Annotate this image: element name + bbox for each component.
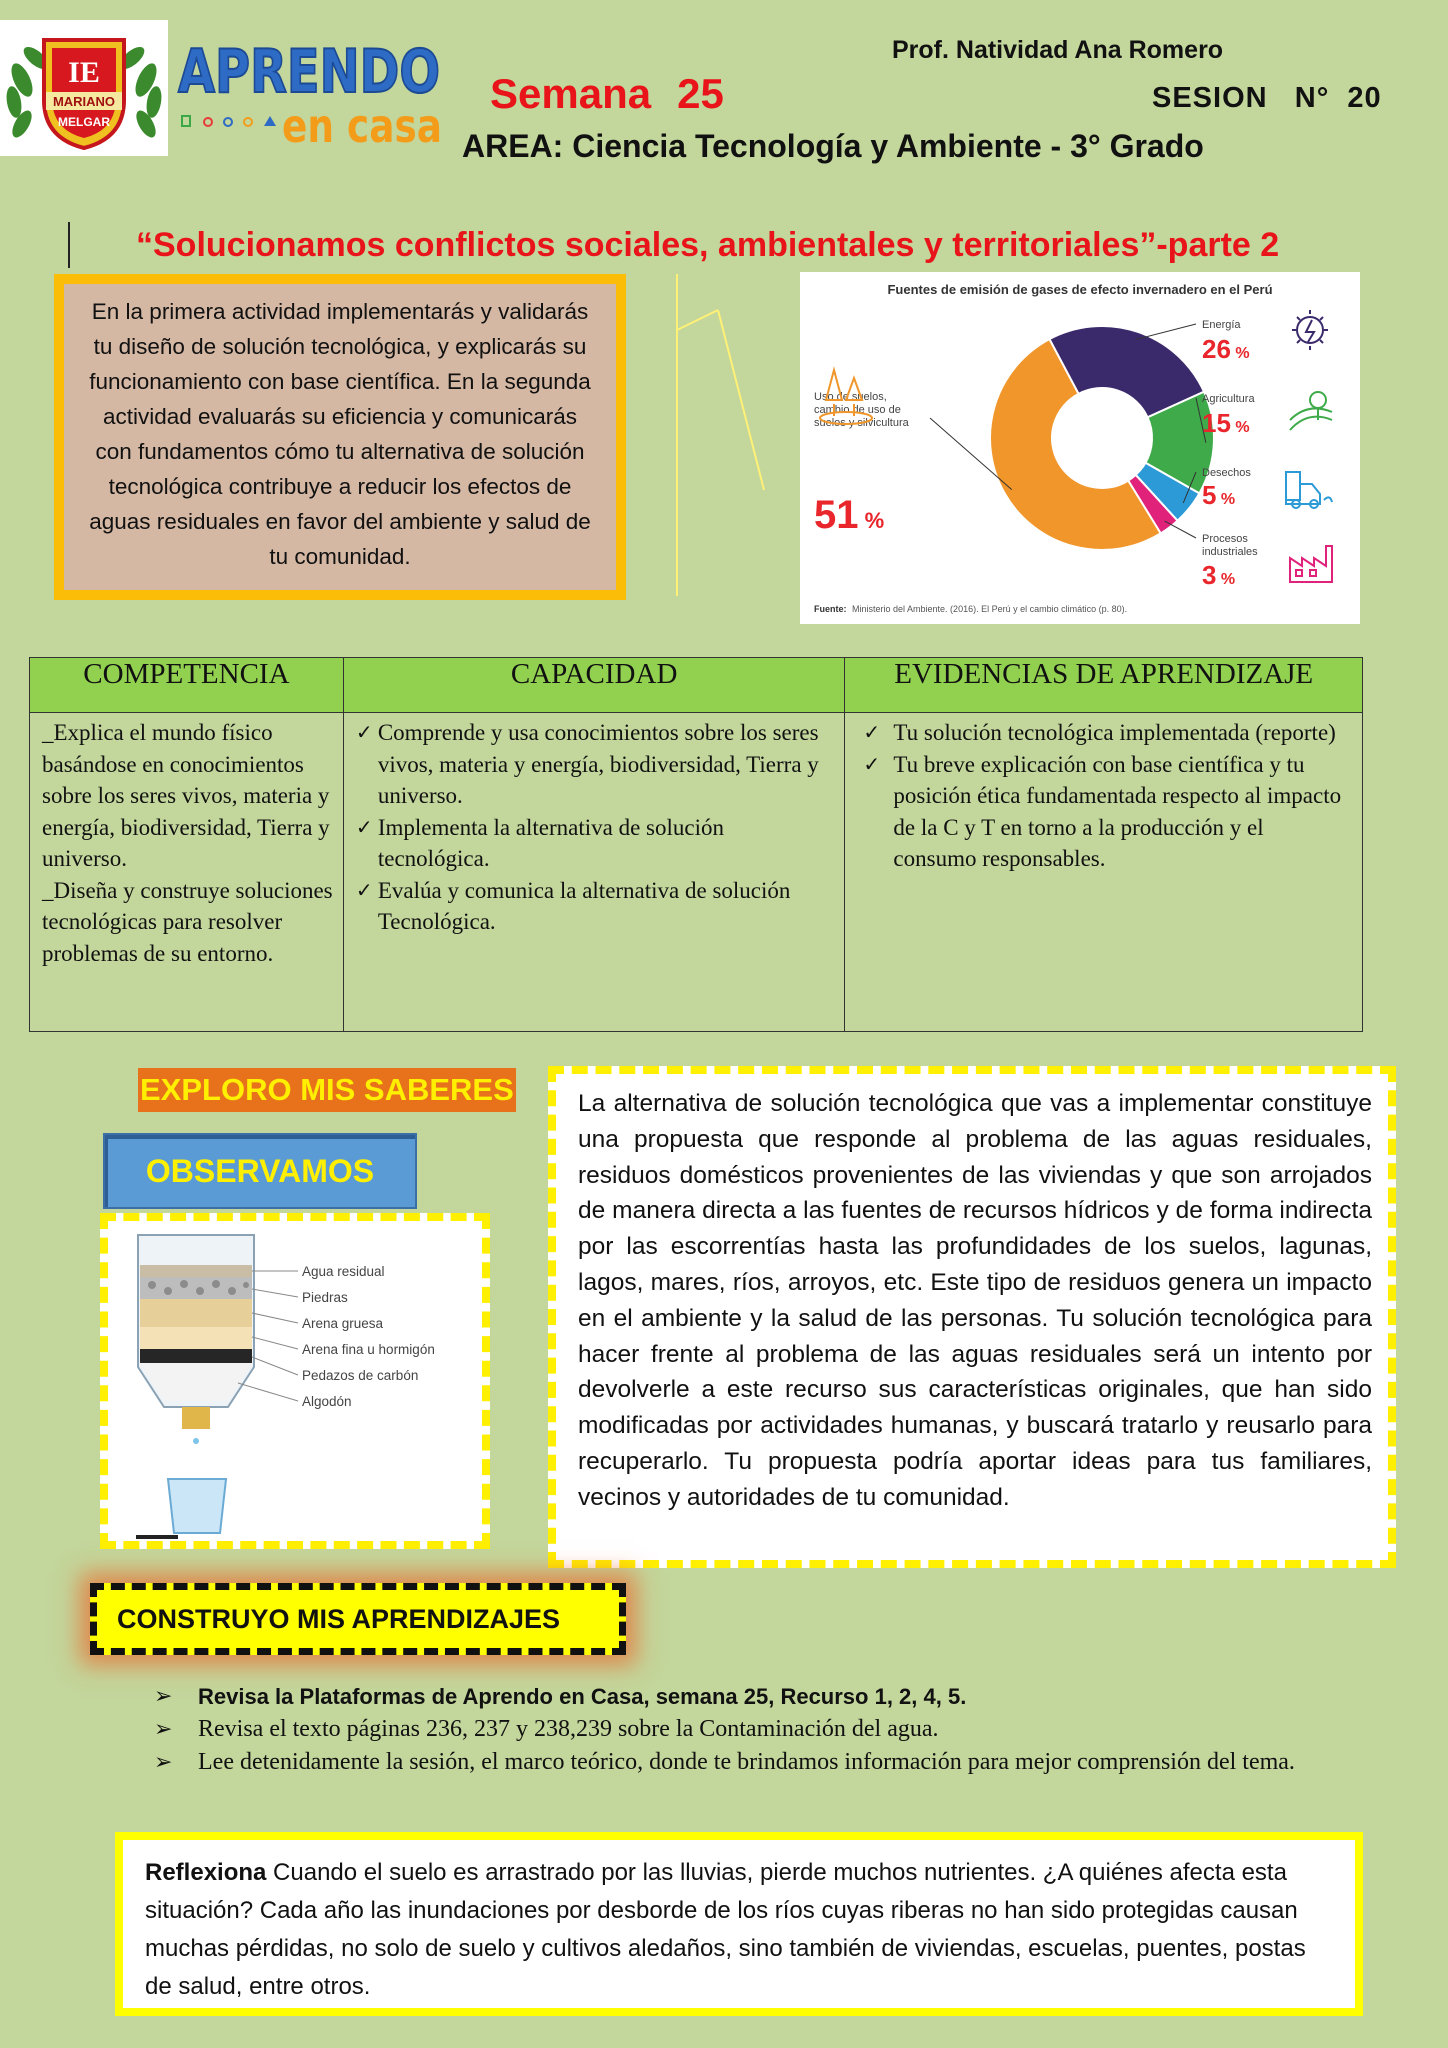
agriculture-icon xyxy=(1290,392,1332,430)
list-item: ➢ Revisa el texto páginas 236, 237 y 238,239 sobre la Contaminación del agua. xyxy=(154,1713,1334,1746)
evidencia-item: ✓ Tu breve explicación con base científica y tu posición ética fundamentada respecto al impacto de la C y T en torno a la producción y el consumo responsables. xyxy=(857,749,1352,875)
factory-icon xyxy=(1290,546,1332,582)
intro-box: En la primera actividad implementarás y validarás tu diseño de solución tecnológica, y explicarás su funcionamiento con base científica. En la segunda actividad evaluarás su eficiencia y comunicarás con fundamentos cómo tu alternativa de solución tecnológica contribuye a reducir los efectos de aguas residuales en favor del ambiente y salud de tu comunidad. xyxy=(54,274,626,600)
header-evidencias: EVIDENCIAS DE APRENDIZAJE xyxy=(845,658,1363,713)
chart-leader-line xyxy=(1165,521,1196,538)
chart-value-label: 26 % xyxy=(1202,334,1250,364)
chart-value-label: 5 % xyxy=(1202,480,1236,510)
chart-category-label: cambio de uso de xyxy=(814,404,901,416)
chart-category-label: Desechos xyxy=(1202,467,1251,479)
session-number: SESION N° 20 xyxy=(1152,82,1382,114)
filter-layer-label: Agua residual xyxy=(302,1264,385,1279)
filter-layer-label: Algodón xyxy=(302,1394,352,1409)
session-title: “Solucionamos conflictos sociales, ambientales y territoriales”-parte 2 xyxy=(136,226,1280,264)
aprendo-en-casa-logo xyxy=(176,30,446,153)
school-logo-letters: IE xyxy=(68,56,100,89)
chart-source: Fuente: Ministerio del Ambiente. (2016). El Perú y el cambio climático (p. 80). xyxy=(814,604,1128,614)
capacidad-item: ✓ Comprende y usa conocimientos sobre los seres vivos, materia y energía, biodiversidad, Tierra y universo. xyxy=(356,717,835,812)
evidencia-item: ✓ Tu solución tecnológica implementada (reporte) xyxy=(857,717,1352,749)
construyo-heading: CONSTRUYO MIS APRENDIZAJES xyxy=(90,1583,626,1655)
explore-heading: EXPLORO MIS SABERES xyxy=(138,1068,516,1112)
filter-layer-label: Pedazos de carbón xyxy=(302,1368,419,1383)
area-grade: AREA: Ciencia Tecnología y Ambiente - 3° Grado xyxy=(462,128,1204,164)
steps-list xyxy=(154,1680,1334,1779)
competency-table xyxy=(29,657,1363,1032)
waste-icon xyxy=(1286,472,1332,508)
chart-category-label: industriales xyxy=(1202,546,1258,558)
decorative-lines xyxy=(660,270,780,600)
chart-category-label: Uso de suelos, xyxy=(814,391,887,403)
reflexiona-text: Cuando el suelo es arrastrado por las lluvias, pierde muchos nutrientes. ¿A quiénes afecta esta situación? Cada año las inundaciones por desborde de los ríos cuyas riberas no han sido protegidas causan muchas pérdidas, no solo de suelo y cultivos aledaños, sino también de viviendas, escuelas, puentes, postas de salud, entre otros. xyxy=(145,1859,1306,2000)
reflexiona-label: Reflexiona xyxy=(145,1859,267,1886)
filter-layer-label: Arena gruesa xyxy=(302,1316,384,1331)
capacidad-item: ✓ Evalúa y comunica la alternativa de solución Tecnológica. xyxy=(356,875,835,938)
chart-title: Fuentes de emisión de gases de efecto invernadero en el Perú xyxy=(887,282,1273,297)
emissions-chart xyxy=(800,272,1360,624)
chart-value-label: 15 % xyxy=(1202,408,1250,438)
chart-category-label: suelos y silvicultura xyxy=(814,417,909,429)
teacher-name: Prof. Natividad Ana Romero xyxy=(892,36,1224,64)
header-competencia: COMPETENCIA xyxy=(30,658,344,713)
chart-leader-line xyxy=(1136,324,1196,340)
chart-value-label: 51 % xyxy=(814,493,885,537)
energy-icon xyxy=(1292,310,1328,350)
week-label: Semana 25 xyxy=(490,70,724,117)
chart-category-label: Procesos xyxy=(1202,533,1248,545)
chart-category-label: Agricultura xyxy=(1202,393,1255,405)
svg-text:en casa: en casa xyxy=(282,99,442,153)
wastewater-paragraph: La alternativa de solución tecnológica que vas a implementar constituye una propuesta que responde al problema de las aguas residuales, residuos domésticos provenientes de las viviendas y que son arrojados de manera directa a las fuentes de recursos hídricos y de forma indirecta por las escorrentías hasta las profundidades de los suelos, lagunas, lagos, mares, ríos, arroyos, etc. Este tipo de residuos genera un impacto en el ambiente y la salud de las personas. Tu solución tecnológica para hacer frente al problema de las aguas residuales será un intento por devolverle a este recurso sus características originales, que han sido modificadas por actividades humanas, y buscará tratarlo y reusarlo para recuperarlo. Tu propuesta podría aportar ideas para tus familiares, vecinos y autoridades de tu comunidad. xyxy=(548,1066,1396,1568)
observe-banner: OBSERVAMOS xyxy=(103,1133,417,1209)
capacidad-item: ✓ Implementa la alternativa de solución tecnológica. xyxy=(356,812,835,875)
filter-layer-label: Arena fina u hormigón xyxy=(302,1342,435,1357)
list-item: ➢ Lee detenidamente la sesión, el marco teórico, donde te brindamos información para mejor comprensión del tema. xyxy=(154,1746,1334,1779)
filter-layer-label: Piedras xyxy=(302,1290,348,1305)
svg-text:MELGAR: MELGAR xyxy=(58,115,110,129)
header-capacidad: CAPACIDAD xyxy=(343,658,845,713)
svg-text:APRENDO: APRENDO xyxy=(178,37,440,107)
title-divider xyxy=(68,222,70,268)
capacidad-cell xyxy=(343,713,845,1032)
reflexiona-box xyxy=(115,1832,1363,2016)
list-item: ➢ Revisa la Plataformas de Aprendo en Casa, semana 25, Recurso 1, 2, 4, 5. xyxy=(154,1680,1334,1713)
svg-text:MARIANO: MARIANO xyxy=(52,94,116,109)
chart-category-label: Energía xyxy=(1202,319,1241,331)
chart-value-label: 3 % xyxy=(1202,560,1236,590)
water-filter-diagram xyxy=(100,1213,490,1549)
week-number: 25 xyxy=(677,70,724,117)
evidencias-cell xyxy=(845,713,1363,1032)
competencia-cell: _Explica el mundo físico basándose en conocimientos sobre los seres vivos, materia y energía, biodiversidad, Tierra y universo. _Diseña y construye soluciones tecnológicas para resolver problemas de su entorno. xyxy=(30,713,344,1032)
school-logo xyxy=(0,20,168,156)
